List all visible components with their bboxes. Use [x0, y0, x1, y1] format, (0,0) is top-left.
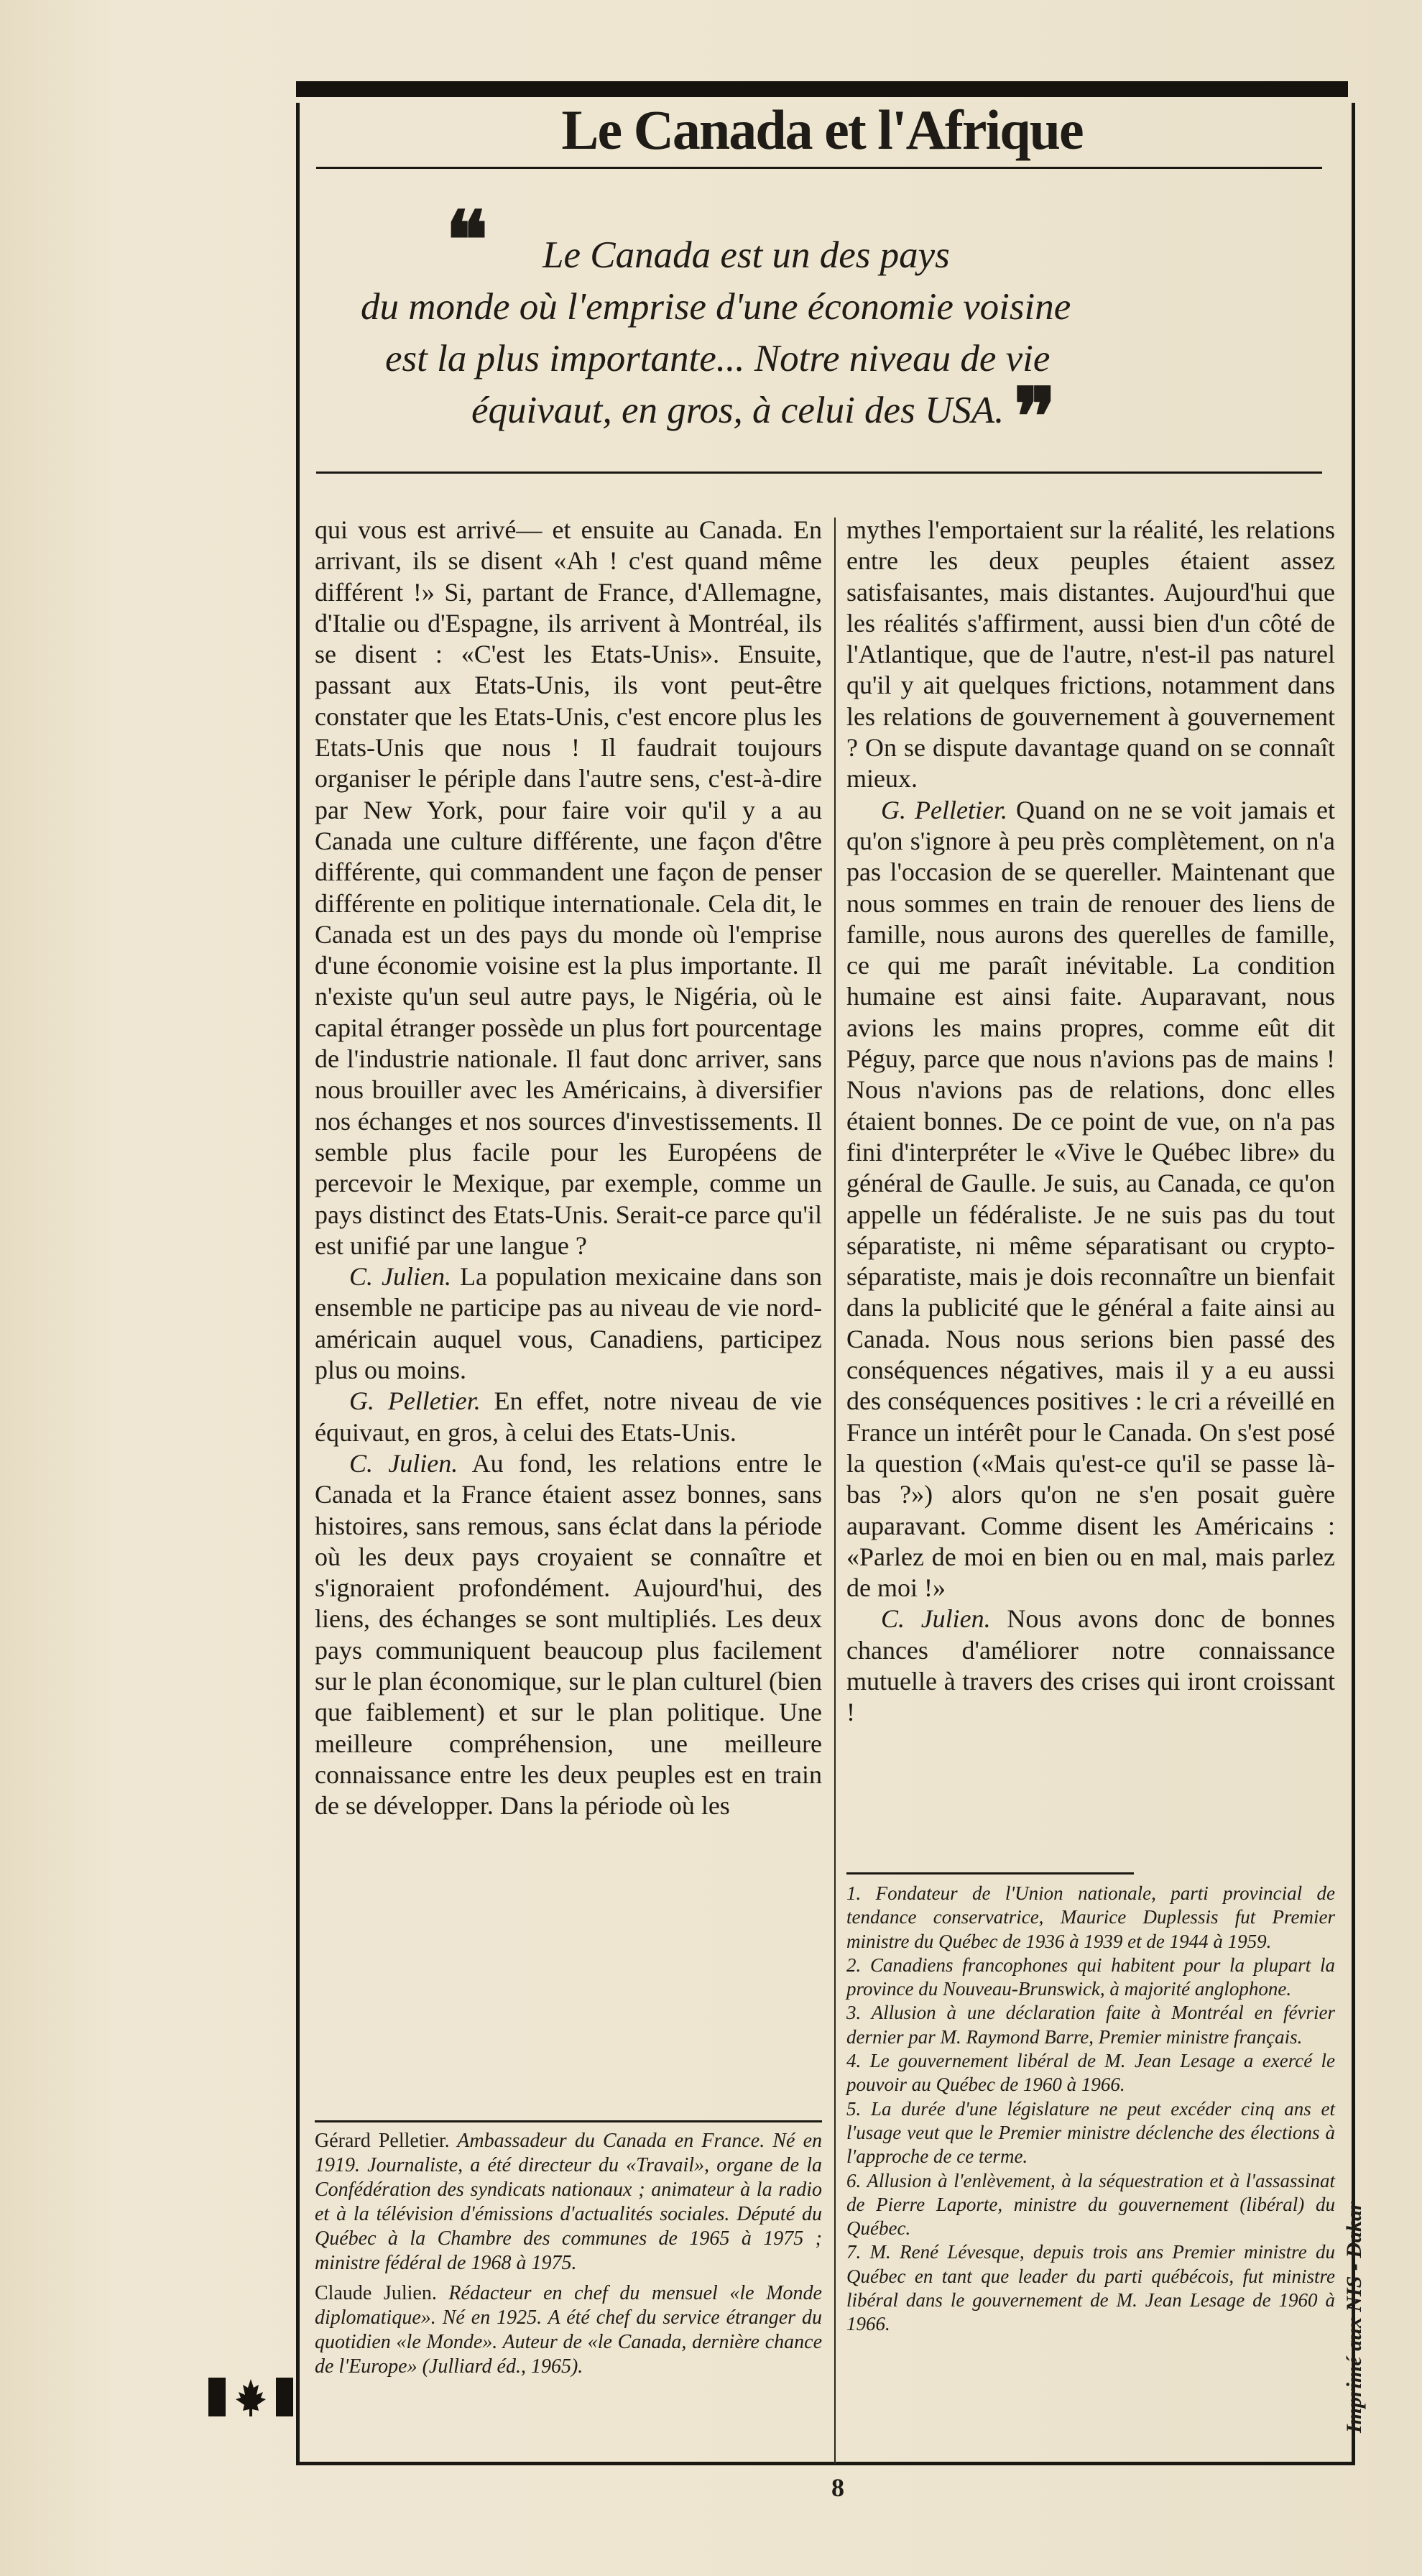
footnotes	[846, 1882, 1335, 2337]
quote-line-1: Le Canada est un des pays	[543, 234, 950, 276]
footnote-7: 7. M. René Lévesque, depuis trois ans Premier ministre du Québec en tant que leader du parti québécois, fut ministre libéral dans le gouvernement de M. Jean Lesage de 1960 à 1966.	[846, 2241, 1335, 2335]
left-column	[315, 515, 822, 1821]
left-paragraph-2: C. Julien. La population mexicaine dans son ensemble ne participe pas au niveau de vie nord-américain auquel vous, Canadiens, participez plus ou moins.	[315, 1262, 822, 1385]
left-paragraph-3: G. Pelletier. En effet, notre niveau de vie équivaut, en gros, à celui des Etats-Unis.	[315, 1386, 822, 1447]
left-paragraph-1: qui vous est arrivé— et ensuite au Canada. En arrivant, ils se disent «Ah ! c'est quand même différent !» Si, partant de France, d'Allemagne, d'Italie ou d'Espagne, ils arrivent à Montréal, ils se disent : «C'est les Etats-Unis». Ensuite, passant aux Etats-Unis, ils vont peut-être constater que les Etats-Unis, c'est encore plus les Etats-Unis que nous ! Il faudrait toujours organiser le périple dans l'autre sens, c'est-à-dire par New York, pour faire voir qu'il y a au Canada une culture différente, une façon d'être différente, qui commandent une façon de penser différente en politique internationale. Cela dit, le Canada est un des pays du monde où l'emprise d'une économie voisine est la plus importante. Il n'existe qu'un seul autre pays, le Nigéria, où le capital étranger possède un plus fort pourcentage de l'industrie nationale. Il faut donc arriver, sans nous brouiller avec les Américains, à diversifier nos échanges et nos sources d'investissements. Il semble plus facile pour les Européens de percevoir le Mexique, par exemple, comme un pays distinct des Etats-Unis. Serait-ce parce qu'il est unifié par une langue ?	[315, 515, 822, 1260]
footnote-5: 5. La durée d'une législature ne peut excéder cinq ans et l'usage veut que le Premier ministre déclenche des élections à l'approche de ce terme.	[846, 2097, 1335, 2168]
speaker-name: C. Julien.	[349, 1448, 458, 1478]
right-paragraph-3: C. Julien. Nous avons donc de bonnes chances d'améliorer notre connaissance mutuelle à travers des crises qui iront croissant !	[846, 1604, 1335, 1727]
canada-flag-logo	[208, 2372, 293, 2422]
left-paragraph-4: C. Julien. Au fond, les relations entre le Canada et la France étaient assez bonnes, sans histoires, sans remous, sans éclat dans la période où les deux pays croyaient se connaître et s'ignoraient profondément. Aujourd'hui, des liens, des échanges se sont multipliés. Les deux pays communiquent beaucoup plus facilement sur le plan économique, sur le plan culturel (bien que faiblement) et sur le plan politique. Une meilleure compréhension, une meilleure connaissance entre les deux peuples est en train de se développer. Dans la période où les	[315, 1448, 822, 1821]
open-quote-mark: ❝	[445, 197, 489, 285]
column-divider	[834, 518, 836, 2464]
quote-line-2: du monde où l'emprise d'une économie voisine	[361, 286, 1071, 328]
footnote-3: 3. Allusion à une déclaration faite à Montréal en février dernier par M. Raymond Barre, Premier ministre français.	[846, 2002, 1335, 2048]
bio-pelletier: Gérard Pelletier. Ambassadeur du Canada en France. Né en 1919. Journaliste, a été directeur du «Travail», organe de la Confédération des syndicats nationaux ; animateur à la radio et à la télévision d'émissions d'actualités sociales. Député du Québec à la Chambre des communes de 1965 à 1975 ; ministre fédéral de 1968 à 1975.	[315, 2130, 822, 2274]
close-quote-mark: ❞	[1013, 374, 1056, 461]
right-column	[846, 515, 1335, 1729]
article-title: Le Canada et l'Afrique	[561, 98, 1083, 161]
bio-julien: Claude Julien. Rédacteur en chef du mensuel «le Monde diplomatique». Né en 1925. A été chef du service étranger du quotidien «le Monde». Auteur de «le Canada, dernière chance de l'Europe» (Julliard éd., 1965).	[315, 2282, 822, 2378]
speaker-name: G. Pelletier.	[349, 1386, 481, 1416]
footnote-2: 2. Canadiens francophones qui habitent pour la plupart la province du Nouveau-Brunswick, à majorité anglophone.	[846, 1954, 1335, 2000]
bio-rule	[315, 2120, 822, 2122]
author-bios	[315, 2129, 822, 2385]
right-paragraph-2: G. Pelletier. Quand on ne se voit jamais et qu'on s'ignore à peu près complètement, on n'a pas l'occasion de se quereller. Maintenant que nous sommes en train de renouer des liens de famille, nous aurons des querelles de famille, ce qui me paraît inévitable. La condition humaine est ainsi faite. Auparavant, nous avions les mains propres, comme eût dit Péguy, parce que nous n'avions pas de mains ! Nous n'avions pas de relations, donc elles étaient bonnes. De ce point de vue, on n'a pas fini d'interpréter le «Vive le Québec libre» du général de Gaulle. Je suis, au Canada, ce qu'on appelle un fédéraliste. Je ne suis pas du tout séparatiste, ni même séparatisant ou crypto-séparatiste, mais je dois reconnaître un bienfait dans la publicité que le général a faite ainsi au Canada. Nous nous serions bien passé des conséquences négatives, mais il y a eu aussi des conséquences positives : le cri a réveillé en France un intérêt pour le Canada. On s'est posé la question («Mais qu'est-ce qu'il se passe là-bas ?») alors qu'on ne s'en posait guère auparavant. Comme disent les Américains : «Parlez de moi en bien ou en mal, mais parlez de moi !»	[846, 795, 1335, 1603]
right-paragraph-1: mythes l'emportaient sur la réalité, les relations entre les deux peuples étaient assez satisfaisantes, mais distantes. Aujourd'hui que les réalités s'affirment, aussi bien d'un côté de l'Atlantique, que de l'autre, n'est-il pas naturel qu'il y ait quelques frictions, notamment dans les relations de gouvernement à gouvernement ? On se dispute davantage quand on se connaît mieux.	[846, 515, 1335, 794]
speaker-name: G. Pelletier.	[881, 795, 1007, 824]
quote-line-3: est la plus importante... Notre niveau de vie	[385, 338, 1051, 380]
footnote-6: 6. Allusion à l'enlèvement, à la séquestration et à l'assassinat de Pierre Laporte, ministre du gouvernement (libéral) du Québec.	[846, 2169, 1335, 2240]
speaker-name: C. Julien.	[881, 1604, 991, 1634]
quote-line-4: équivaut, en gros, à celui des USA.	[471, 390, 1005, 431]
printer-credit: Imprimé aux NIS - Dakar	[1342, 2202, 1366, 2433]
footnote-rule	[846, 1872, 1134, 1874]
footnote-4: 4. Le gouvernement libéral de M. Jean Lesage a exercé le pouvoir au Québec de 1960 à 1966.	[846, 2050, 1335, 2096]
quote-rule	[316, 472, 1322, 474]
speaker-name: C. Julien.	[349, 1262, 451, 1292]
footnote-1: 1. Fondateur de l'Union nationale, parti provincial de tendance conservatrice, Maurice Duplessis fut Premier ministre du Québec de 1936 à 1939 et de 1944 à 1959.	[846, 1882, 1335, 1952]
title-rule	[316, 167, 1322, 169]
pull-quote	[345, 197, 1308, 461]
page-number: 8	[831, 2473, 844, 2502]
